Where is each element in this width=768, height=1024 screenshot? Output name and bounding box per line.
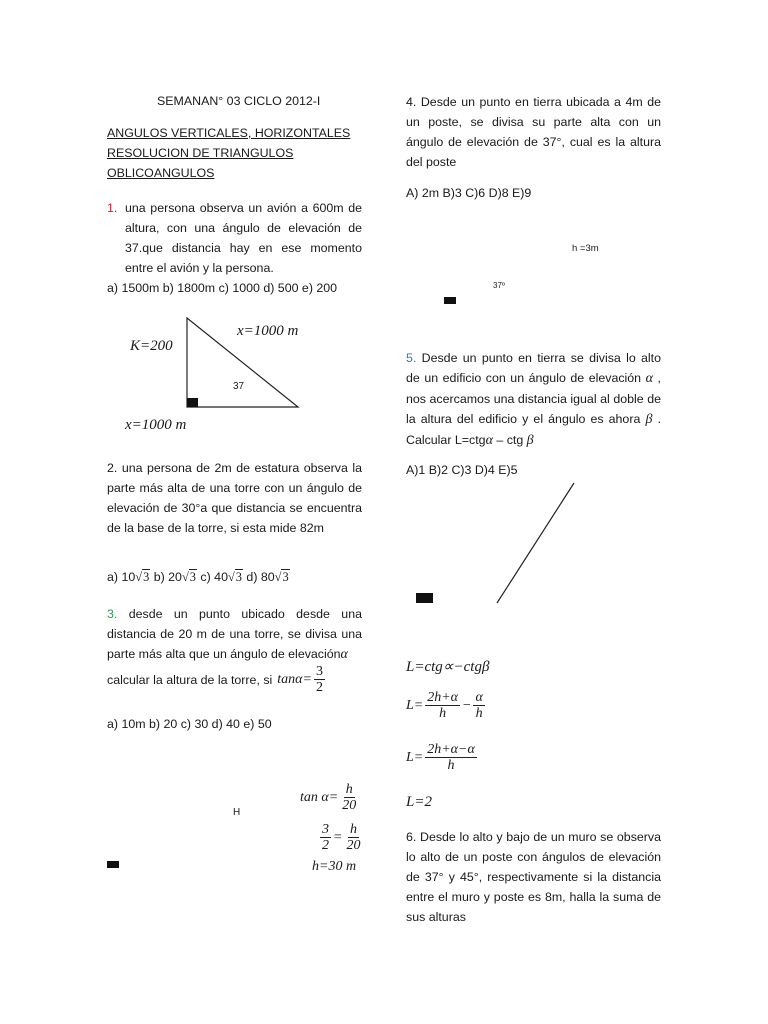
alpha-symbol: α [645, 371, 653, 386]
problem-1-number: 1. [107, 201, 118, 215]
option-b: b) 20 [150, 570, 182, 584]
radicand: 3 [189, 570, 196, 584]
equation-4: L=2 [406, 794, 432, 810]
problem-6 [406, 827, 661, 927]
problem-3 [107, 604, 362, 665]
solution-result: h=30 m [312, 859, 357, 874]
denominator: h [475, 706, 483, 721]
numerator: 3 [322, 822, 329, 837]
fraction [425, 690, 460, 721]
problem-4 [406, 92, 661, 172]
eq-left: L= [406, 697, 424, 713]
option-d: d) 80 [242, 570, 275, 584]
solution-tan [300, 782, 360, 813]
problem-1-options: a) 1500m b) 1800m c) 1000 d) 500 e) 200 [107, 281, 338, 295]
equation-1: L=ctg∝−ctgβ [406, 659, 490, 675]
minus: − [462, 697, 472, 713]
solution-ratio [318, 822, 364, 853]
problem-5-text-1: Desde un punto en tierra se divisa lo alto de un edificio con un ángulo de elevación [406, 351, 661, 385]
alpha-symbol: α [485, 433, 493, 448]
figure-4-angle: 37º [493, 281, 505, 290]
problem-1-text: una persona observa un avión a 600m de altura, con una ángulo de elevación de 37.que distancia hay en ese momento entre el avión y la persona. [125, 201, 362, 275]
topic-line-1: ANGULOS VERTICALES, HORIZONTALES [107, 126, 351, 140]
equation-3 [406, 742, 479, 773]
denominator: h [439, 706, 447, 721]
numerator: h [349, 822, 357, 837]
fraction [425, 742, 477, 773]
problem-2 [107, 458, 362, 538]
beta-symbol: β [645, 412, 653, 427]
equation-2 [406, 690, 487, 721]
sqrt-icon: √3 [274, 570, 289, 584]
option-c: c) 40 [196, 570, 228, 584]
problem-5-options: A)1 B)2 C)3 D)4 E)5 [406, 463, 518, 477]
figure-1-angle: 37 [233, 381, 245, 392]
numerator: α [475, 690, 483, 705]
radicand: 3 [235, 570, 242, 584]
beta-symbol: β [526, 433, 534, 448]
figure-1-base-label: x=1000 m [125, 417, 187, 433]
problem-5-number: 5. [406, 351, 417, 365]
sqrt-icon: √3 [181, 570, 196, 584]
problem-5-text-3: . Calcular L=ctg [406, 412, 662, 447]
calc-text: calcular la altura de la torre, si [107, 672, 273, 687]
problem-4-text: 4. Desde un punto en tierra ubicada a 4m de un poste, se divisa su parte alta con un ángulo de elevación de 37°, cual es la altura del poste [406, 95, 661, 169]
topic-line-2: RESOLUCION DE TRIANGULOS [107, 146, 294, 160]
denominator: 2 [315, 680, 323, 695]
problem-2-text: 2. una persona de 2m de estatura observa la parte más alta de una torre con un ángulo de elevación de 30°a que distancia se encuentra de la base de la torre, si esta mide 82m [107, 461, 362, 535]
tan-label: tan α= [300, 789, 339, 805]
eq-left: L= [406, 749, 424, 765]
numerator: 3 [315, 664, 323, 679]
denominator: 20 [346, 838, 361, 853]
problem-1 [107, 198, 362, 298]
problem-6-text: 6. Desde lo alto y bajo de un muro se observa lo alto de un poste con ángulos de elevación de 37° y 45°, respectivamente si la distancia entre el muro y poste es 8m, halla la suma de sus alturas [406, 830, 661, 924]
fraction [344, 822, 362, 853]
problem-3-text: desde un punto ubicado desde una distancia de 20 m de una torre, se divisa una parte más alta que un ángulo de elevación [107, 607, 362, 661]
fraction [320, 822, 331, 853]
fraction [473, 690, 484, 721]
tan-expression: tanα= [277, 671, 312, 687]
problem-5-text-4: – ctg [492, 433, 527, 447]
figure-3-label: H [233, 807, 241, 818]
page-title: SEMANAN° 03 CICLO 2012-I [157, 94, 321, 108]
alpha-symbol: α [340, 647, 348, 662]
figure-1-k-label: K=200 [130, 338, 173, 354]
denominator: 2 [322, 838, 329, 853]
fraction [340, 782, 358, 813]
problem-3-options: a) 10m b) 20 c) 30 d) 40 e) 50 [107, 717, 272, 731]
radicand: 3 [282, 570, 289, 584]
problem-2-options [107, 570, 290, 585]
denominator: 20 [342, 798, 357, 813]
radicand: 3 [143, 570, 150, 584]
fraction [314, 664, 325, 695]
denominator: h [447, 758, 455, 773]
problem-5-text-2: , nos acercamos una distancia igual al doble de la altura del edificio y el ángulo es ahora [406, 371, 661, 426]
problem-5 [406, 348, 661, 451]
equals: = [333, 829, 343, 845]
sqrt-icon: √3 [135, 570, 150, 584]
problem-4-options: A) 2m B)3 C)6 D)8 E)9 [406, 186, 532, 200]
figure-4-h-label: h =3m [572, 243, 599, 254]
numerator: 2h+α−α [427, 742, 475, 757]
figure-1-hyp-label: x=1000 m [237, 323, 299, 339]
option-a: a) 10 [107, 570, 136, 584]
numerator: h [345, 782, 353, 797]
sqrt-icon: √3 [227, 570, 242, 584]
problem-3-number: 3. [107, 607, 118, 621]
topic-line-3: OBLICOANGULOS [107, 166, 215, 180]
problem-3-calc [107, 664, 327, 695]
numerator: 2h+α [427, 690, 459, 705]
